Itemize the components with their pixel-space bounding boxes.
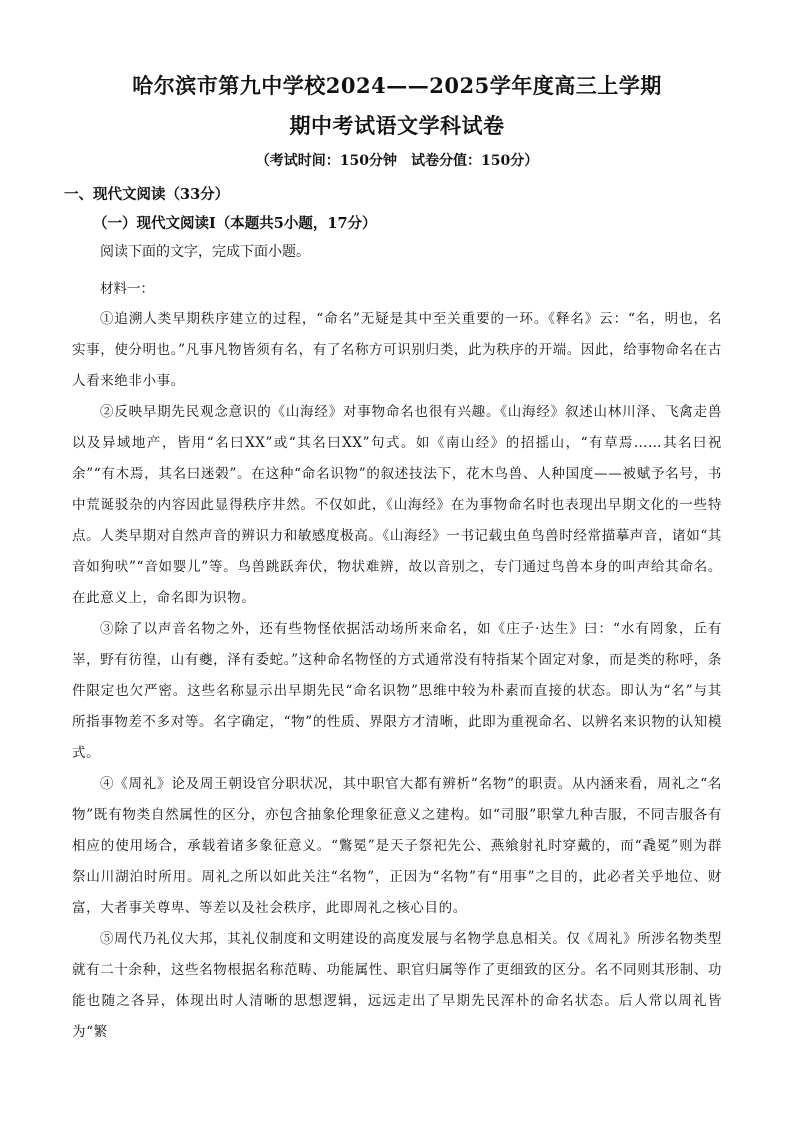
exam-title-line2: 期中考试语文学科试卷 — [289, 113, 505, 138]
paragraph-5: ⑤周代乃礼仪大邦，其礼仪制度和文明建设的高度发展与名物学息息相关。仅《周礼》所涉名物类型就有二十余种，这些名物根据名称范畴、功能属性、职官归属等作了更细致的区分。名不同则其形制、功能也随之各异，体现出时人清晰的思想逻辑，远远走出了早期先民浑朴的命名状态。后人常以周礼皆为“繁 — [72, 931, 722, 1040]
exam-title-line1: 哈尔滨市第九中学校2024——2025学年度高三上学期 — [132, 73, 662, 98]
paragraph-1: ①追溯人类早期秩序建立的过程，“命名”无疑是其中至关重要的一环。《释名》云：“名，明也，名实事，使分明也。”凡事凡物皆须有名，有了名称方可识别归类，此为秩序的开端。因此，给事物命名在古人看来绝非小事。 — [72, 311, 722, 389]
paragraph-2: ②反映早期先民观念意识的《山海经》对事物命名也很有兴趣。《山海经》叙述山林川泽、飞禽走兽以及异域地产，皆用“名曰XX”或“其名曰XX”句式。如《南山经》的招摇山，“有草焉……其名曰祝余”“有木焉，其名曰迷榖”。在这种“命名识物”的叙述技法下，花木鸟兽、人种国度——被赋予名号，书中荒诞驳杂的内容因此显得秩序井然。不仅如此，《山海经》在为事物命名时也表现出早期文化的一些特点。人类早期对自然声音的辨识力和敏感度极高。《山海经》一书记载虫鱼鸟兽时经常描摹声音，诸如“其音如狗吠”“音如婴儿”等。鸟兽跳跃奔伏，物状难辨，故以音别之，专门通过鸟兽本身的叫声给其命名。在此意义上，命名即为识物。 — [72, 404, 722, 606]
paragraph-3: ③除了以声音名物之外，还有些物怪依据活动场所来命名，如《庄子·达生》曰：“水有罔象，丘有峷，野有彷徨，山有夔，泽有委蛇。”这种命名物怪的方式通常没有特指某个固定对象，而是类的称呼，条件限定也欠严密。这些名称显示出早期先民“命名识物”思维中较为朴素而直接的状态。即认为“名”与其所指事物差不多对等。名字确定，“物”的性质、界限方才清晰，此即为重视命名、以辨名来识物的认知模式。 — [72, 621, 722, 761]
subsection-heading: （一）现代文阅读Ⅰ（本题共5小题，17分） — [93, 215, 377, 232]
reading-instruction: 阅读下面的文字，完成下面小题。 — [100, 244, 310, 260]
material-label: 材料一： — [100, 281, 154, 297]
paragraph-4: ④《周礼》论及周王朝设官分职状况，其中职官大都有辨析“名物”的职责。从内涵来看，周礼之“名物”既有物类自然属性的区分，亦包含抽象伦理象征意义之建构。如“司服”职掌九种吉服，不同吉服各有相应的使用场合，承载着诸多象征意义。“鷩冕”是天子祭祀先公、燕飨射礼时穿戴的，而“毳冕”则为群祭山川湖泊时所用。周礼之所以如此关注“名物”，正因为“名物”有“用事”之目的，此必者关乎地位、财富，大者事关尊卑、等差以及社会秩序，此即周礼之核心目的。 — [72, 776, 722, 916]
passage-body — [72, 304, 722, 1048]
section-heading: 一、现代文阅读（33分） — [64, 186, 230, 203]
exam-info: （考试时间：150分钟 试卷分值：150分） — [255, 153, 539, 169]
